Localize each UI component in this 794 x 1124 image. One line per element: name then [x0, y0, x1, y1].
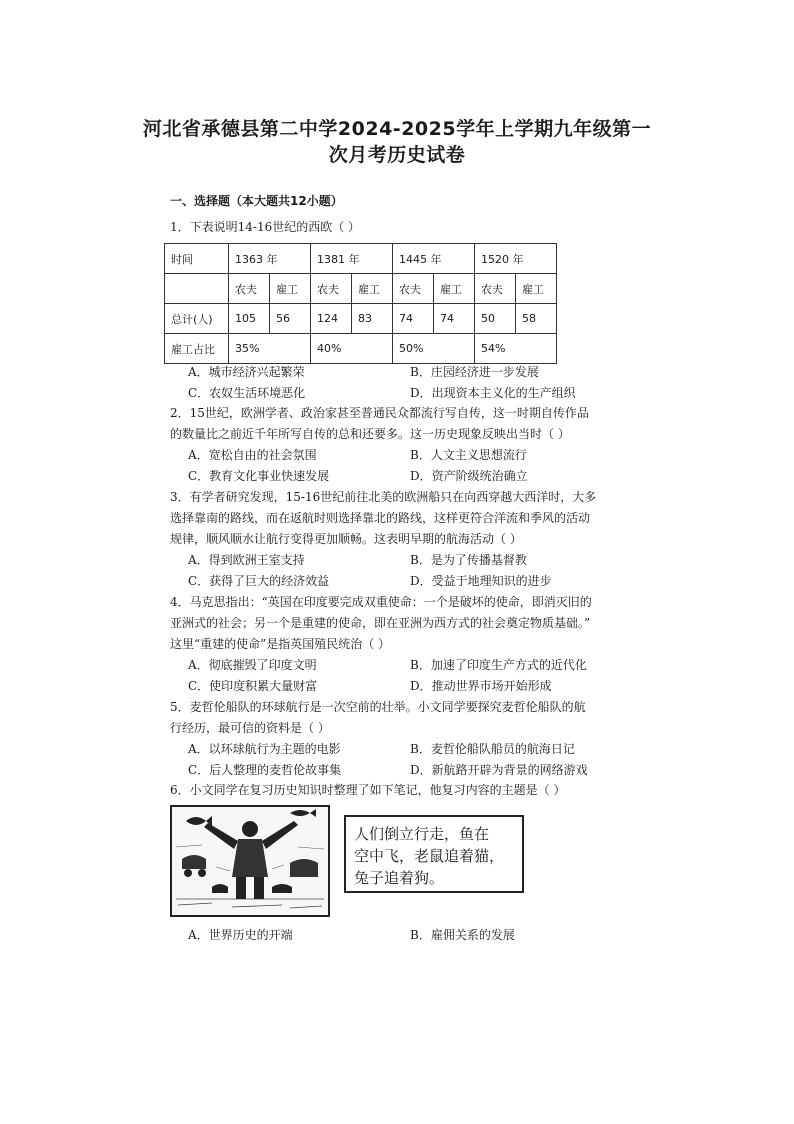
- table-cell: 40%: [311, 334, 393, 364]
- q5-option-d[interactable]: D．新航路开辟为背景的网络游戏: [410, 763, 588, 777]
- q3-option-a[interactable]: A．得到欧洲王室支持: [188, 553, 305, 567]
- table-cell: 农夫: [229, 274, 270, 304]
- q4-option-d[interactable]: D．推动世界市场开始形成: [410, 679, 552, 693]
- q2-option-b[interactable]: B．人文主义思想流行: [410, 448, 527, 462]
- q5-stem-line: 行经历，最可信的资料是（ ）: [170, 721, 330, 735]
- q6-option-a[interactable]: A．世界历史的开端: [188, 928, 293, 942]
- q1-option-d[interactable]: D．出现资本主义化的生产组织: [410, 386, 576, 400]
- table-cell: 雇工: [516, 274, 557, 304]
- q3-option-b[interactable]: B．是为了传播基督教: [410, 553, 527, 567]
- q2-stem-line: 2．15世纪，欧洲学者、政治家甚至普通民众都流行写自传，这一时期自传作品: [170, 406, 589, 420]
- table-cell: 1445 年: [393, 244, 475, 274]
- q3-option-d[interactable]: D．受益于地理知识的进步: [410, 574, 552, 588]
- q2-option-d[interactable]: D．资产阶级统治确立: [410, 469, 528, 483]
- q1-option-a[interactable]: A．城市经济兴起繁荣: [188, 365, 305, 379]
- table-cell: 50%: [393, 334, 475, 364]
- q4-stem-line: 4．马克思指出：“英国在印度要完成双重使命：一个是破坏的使命，即消灭旧的: [170, 595, 592, 609]
- table-cell: 农夫: [393, 274, 434, 304]
- woodcut-drawing: [172, 807, 328, 915]
- table-cell: 74: [393, 304, 434, 334]
- q6-stem: 6．小文同学在复习历史知识时整理了如下笔记，他复习内容的主题是（ ）: [170, 783, 566, 797]
- q5-option-b[interactable]: B．麦哲伦船队船员的航海日记: [410, 742, 575, 756]
- table-row-time: [165, 244, 557, 274]
- table-row-ratio: [165, 334, 557, 364]
- table-cell: 74: [434, 304, 475, 334]
- table-cell: 农夫: [311, 274, 352, 304]
- q3-stem-line: 规律，顺风顺水让航行变得更加顺畅。这表明早期的航海活动（ ）: [170, 532, 522, 546]
- table-cell: 54%: [475, 334, 557, 364]
- table-cell: 1381 年: [311, 244, 393, 274]
- table-cell: [165, 274, 229, 304]
- exam-title-line-1: 河北省承德县第二中学2024-2025学年上学期九年级第一: [142, 118, 652, 140]
- exam-title-line-2: 次月考历史试卷: [328, 144, 466, 166]
- q1-data-table: [164, 243, 557, 364]
- q2-option-a[interactable]: A．宽松自由的社会氛围: [188, 448, 317, 462]
- table-cell: 时间: [165, 244, 229, 274]
- table-cell: 雇工: [434, 274, 475, 304]
- table-cell: 124: [311, 304, 352, 334]
- q4-stem-line: 这里“重建的使命”是指英国殖民统治（ ）: [170, 637, 391, 651]
- q6-option-b[interactable]: B．雇佣关系的发展: [410, 928, 515, 942]
- q1-option-c[interactable]: C．农奴生活环境恶化: [188, 386, 306, 400]
- q3-stem-line: 3．有学者研究发现，15-16世纪前往北美的欧洲船只在向西穿越大西洋时，大多: [170, 490, 597, 504]
- table-cell: 58: [516, 304, 557, 334]
- woodcut-illustration: [170, 805, 330, 917]
- q4-option-a[interactable]: A．彻底摧毁了印度文明: [188, 658, 317, 672]
- q3-option-c[interactable]: C．获得了巨大的经济效益: [188, 574, 330, 588]
- table-cell: 56: [270, 304, 311, 334]
- table-cell: 83: [352, 304, 393, 334]
- q5-option-a[interactable]: A．以环球航行为主题的电影: [188, 742, 341, 756]
- table-cell: 35%: [229, 334, 311, 364]
- q4-option-c[interactable]: C．使印度积累大量财富: [188, 679, 318, 693]
- table-cell: 农夫: [475, 274, 516, 304]
- table-row-role: [165, 274, 557, 304]
- q6-figure: [170, 805, 528, 917]
- bubble-line: 人们倒立行走，鱼在: [354, 825, 490, 843]
- section-heading: 一、选择题（本大题共12小题）: [170, 194, 343, 208]
- table-cell: 雇工: [270, 274, 311, 304]
- q4-option-b[interactable]: B．加速了印度生产方式的近代化: [410, 658, 587, 672]
- bubble-line: 空中飞，老鼠追着猫，: [354, 847, 505, 865]
- q3-stem-line: 选择靠南的路线，而在返航时则选择靠北的路线，这样更符合洋流和季风的活动: [170, 511, 591, 525]
- q5-option-c[interactable]: C．后人整理的麦哲伦故事集: [188, 763, 342, 777]
- q5-stem-line: 5．麦哲伦船队的环球航行是一次空前的壮举。小文同学要探究麦哲伦船队的航: [170, 700, 586, 714]
- table-cell: 雇工: [352, 274, 393, 304]
- q2-option-c[interactable]: C．教育文化事业快速发展: [188, 469, 330, 483]
- q4-stem-line: 亚洲式的社会；另一个是重建的使命，即在亚洲为西方式的社会奠定物质基础。”: [170, 616, 591, 630]
- speech-bubble: [344, 815, 524, 893]
- table-cell: 1363 年: [229, 244, 311, 274]
- table-cell: 105: [229, 304, 270, 334]
- table-cell: 1520 年: [475, 244, 557, 274]
- q1-option-b[interactable]: B．庄园经济进一步发展: [410, 365, 539, 379]
- q2-stem-line: 的数量比之前近千年所写自传的总和还要多。这一历史现象反映出当时（ ）: [170, 427, 570, 441]
- table-cell: 总计(人): [165, 304, 229, 334]
- table-cell: 50: [475, 304, 516, 334]
- bubble-line: 兔子追着狗。: [354, 869, 445, 887]
- q1-stem: 1．下表说明14-16世纪的西欧（ ）: [170, 220, 361, 234]
- table-row-total: [165, 304, 557, 334]
- table-cell: 雇工占比: [165, 334, 229, 364]
